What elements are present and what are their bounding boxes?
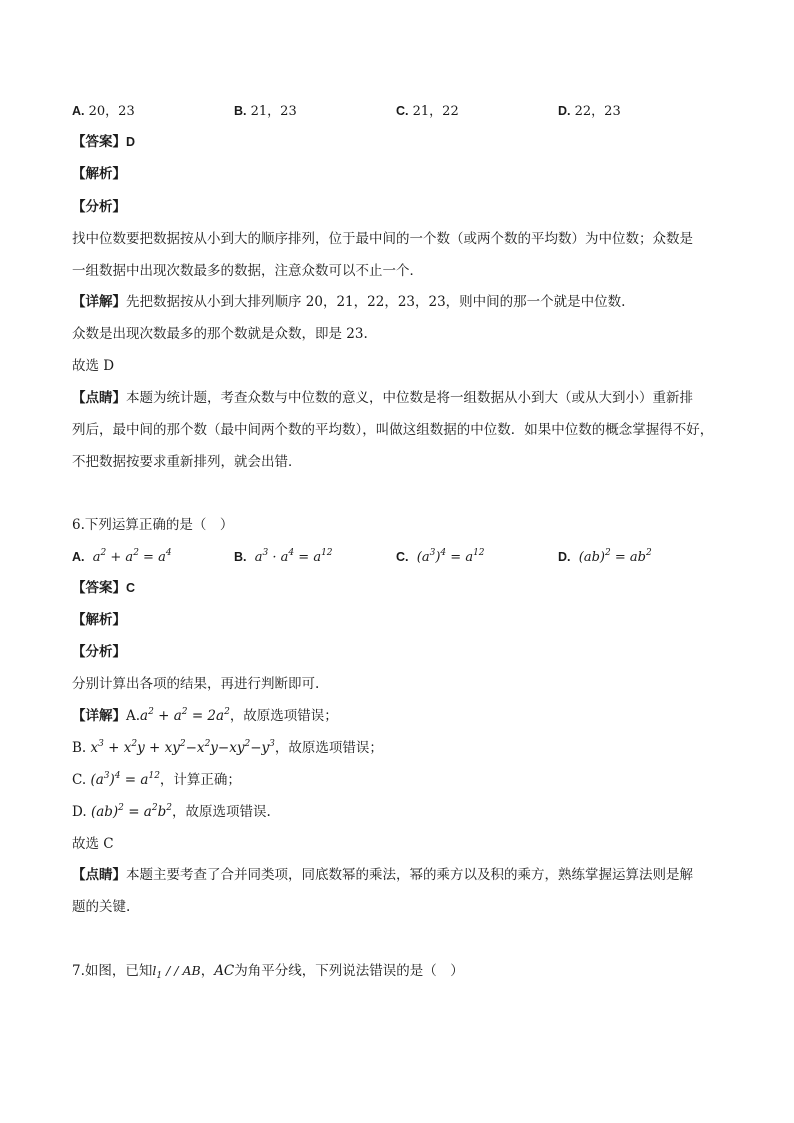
q6-fenxi-line1: 分别计算出各项的结果，再进行判断即可.	[72, 676, 320, 692]
detail-prefix: A.	[126, 708, 141, 724]
option-text: 20，23	[88, 104, 135, 119]
q5-dianjing	[72, 389, 693, 407]
q6-choose: 故选 C	[72, 836, 114, 852]
dianjing-tag: 【点睛】	[72, 867, 126, 883]
q6-dianjing	[72, 866, 693, 884]
detail-formula: $(a^3)^4 = a^{12}$	[90, 771, 160, 788]
option-label: A.	[72, 104, 85, 118]
option-formula: $a^2 + a^2 = a^4$	[88, 548, 172, 565]
q6-option-d	[558, 548, 652, 567]
q5-choose: 故选 D	[72, 358, 115, 374]
q6-detail-a	[72, 707, 338, 725]
option-formula: $(ab)^2 = ab^2$	[574, 548, 652, 565]
detail-formula: $a^2 + a^2 = 2a^2$	[140, 707, 230, 724]
q6-dianjing-line2: 题的关键.	[72, 899, 131, 915]
detail-suffix: ，故原选项错误；	[274, 740, 383, 756]
answer-value: C	[126, 581, 136, 595]
q7-mid: 为角平分线，下列说法错误的是（ ）	[234, 963, 464, 979]
answer-tag: 【答案】	[72, 580, 126, 596]
q6-detail-c	[72, 771, 241, 789]
option-label: C.	[396, 104, 409, 118]
detail-suffix: ，故原选项错误.	[171, 804, 271, 820]
q5-detail-line2: 众数是出现次数最多的那个数就是众数，即是 23.	[72, 326, 368, 342]
detail-suffix: ，计算正确；	[159, 772, 241, 788]
q6-option-a	[72, 548, 172, 567]
detail-suffix: ，故原选项错误；	[229, 708, 338, 724]
q5-option-c	[396, 102, 459, 121]
option-text: 22，23	[574, 104, 621, 119]
dianjing-text: 本题为统计题，考查众数与中位数的意义，中位数是将一组数据从小到大（或从大到小）重新排	[126, 390, 693, 406]
answer-tag: 【答案】	[72, 134, 126, 150]
option-formula: $(a^3)^4 = a^{12}$	[412, 548, 485, 565]
q7-prefix: 7.如图，已知	[72, 963, 153, 979]
q7-ac: AC	[214, 963, 235, 979]
q5-fenxi-line2: 一组数据中出现次数最多的数据，注意众数可以不止一个．	[72, 263, 423, 279]
detail-formula: $x^3 + x^2y + xy^2-x^2y-xy^2-y^3$	[90, 739, 275, 756]
q6-option-c	[396, 548, 485, 567]
option-label: C.	[396, 550, 409, 564]
q6-fenxi-tag: 【分析】	[72, 644, 126, 660]
detail-prefix: D.	[72, 804, 87, 820]
dianjing-tag: 【点睛】	[72, 390, 126, 406]
q5-option-a	[72, 102, 135, 121]
dianjing-text: 本题主要考查了合并同类项，同底数幂的乘法，幂的乘方以及积的乘方，熟练掌握运算法则是解	[126, 867, 693, 883]
q6-option-b	[234, 548, 333, 567]
q5-analysis-tag: 【解析】	[72, 166, 126, 182]
q6-analysis-tag: 【解析】	[72, 612, 126, 628]
q5-dianjing-line3: 不把数据按要求重新排列，就会出错．	[72, 454, 302, 470]
q7-formula: $l_1$ / / AB	[152, 963, 201, 981]
answer-value: D	[126, 135, 136, 149]
option-label: A.	[72, 550, 85, 564]
q6-detail-b	[72, 739, 383, 757]
q5-option-b	[234, 102, 297, 121]
q5-fenxi-tag: 【分析】	[72, 199, 126, 215]
q5-detail	[72, 293, 625, 311]
detail-text: 先把数据按从小到大排列顺序 20，21，22，23，23，则中间的那一个就是中位数.	[126, 294, 626, 310]
q5-option-d	[558, 102, 621, 121]
option-label: B.	[234, 550, 247, 564]
option-label: D.	[558, 550, 571, 564]
detail-tag: 【详解】	[72, 294, 126, 310]
q6-answer	[72, 579, 135, 597]
detail-formula: $(ab)^2 = a^2b^2$	[90, 803, 172, 820]
option-label: B.	[234, 104, 247, 118]
option-text: 21，22	[412, 104, 459, 119]
q5-dianjing-line2: 列后，最中间的那个数（最中间两个数的平均数），叫做这组数据的中位数．如果中位数的概念掌握得不好，	[72, 422, 714, 438]
q6-detail-d	[72, 803, 271, 821]
detail-prefix: C.	[72, 772, 87, 788]
q5-answer	[72, 133, 135, 151]
detail-tag: 【详解】	[72, 708, 126, 724]
q5-fenxi-line1: 找中位数要把数据按从小到大的顺序排列，位于最中间的一个数（或两个数的平均数）为中位数；众数是	[72, 231, 693, 247]
q6-stem: 6.下列运算正确的是（ ）	[72, 517, 234, 533]
option-label: D.	[558, 104, 571, 118]
q7-stem: 7.如图，已知$l_1$ / / AB，AC为角平分线，下列说法错误的是（ ）	[72, 963, 464, 981]
option-formula: $a^3 \cdot a^4 = a^{12}$	[250, 548, 333, 565]
detail-prefix: B.	[72, 740, 87, 756]
option-text: 21，23	[250, 104, 297, 119]
